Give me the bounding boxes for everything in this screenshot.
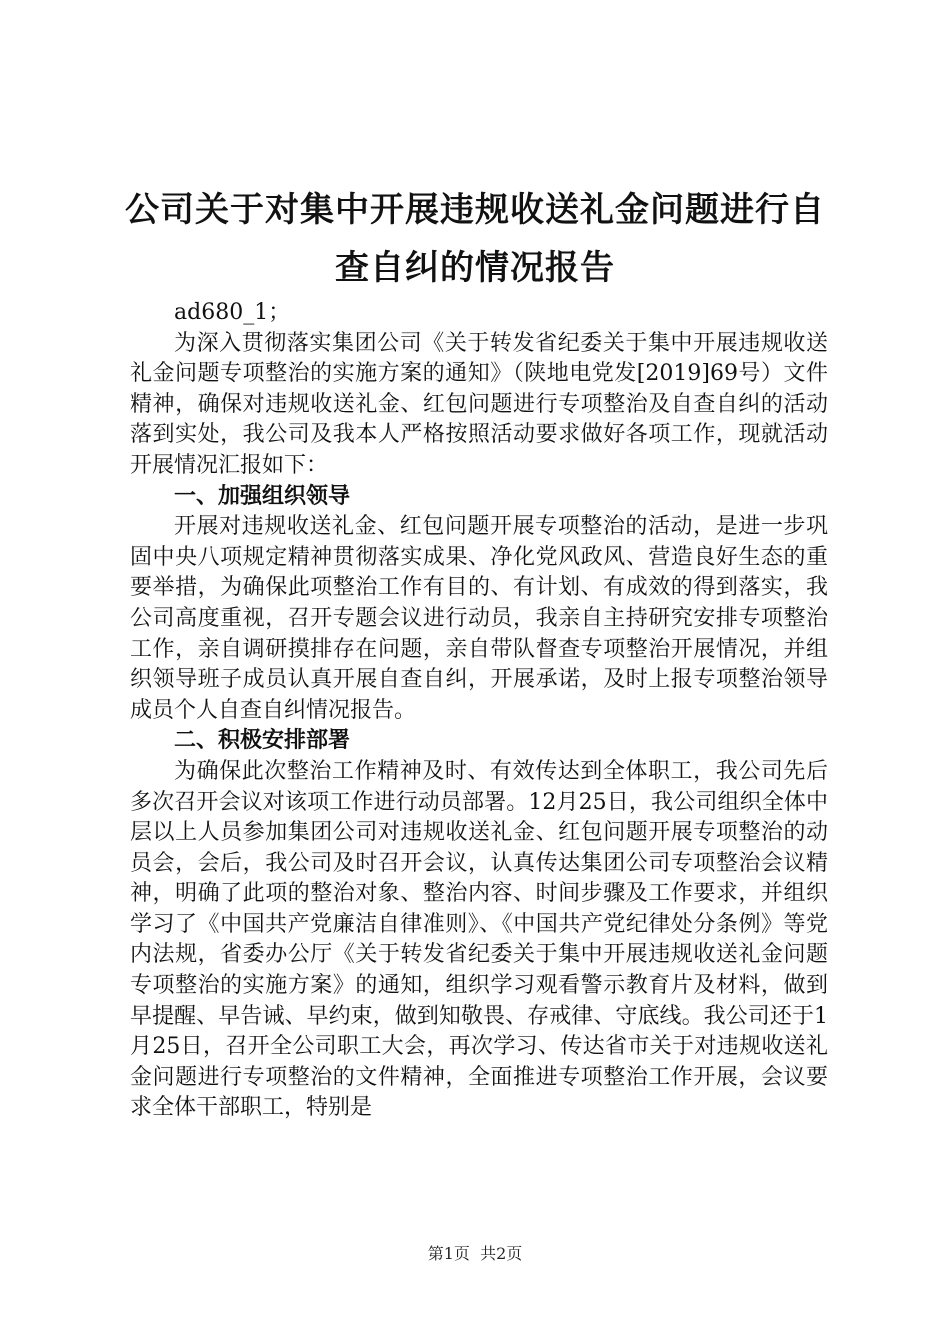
page-number: 第1页 共2页 (427, 1244, 523, 1263)
intro-paragraph: 为深入贯彻落实集团公司《关于转发省纪委关于集中开展违规收送礼金问题专项整治的实施方案的通知》（陕地电党发[2019]69号）文件精神，确保对违规收送礼金、红包问题进行专项整治及自查自纠的活动落到实处，我公司及我本人严格按照活动要求做好各项工作，现就活动开展情况汇报如下： (130, 330, 828, 478)
section-paragraph-2: 为确保此次整治工作精神及时、有效传达到全体职工，我公司先后多次召开会议对该项工作进行动员部署。12月25日，我公司组织全体中层以上人员参加集团公司对违规收送礼金、红包问题开展专项整治的动员会，会后，我公司及时召开会议，认真传达集团公司专项整治会议精神，明确了此项的整治对象、整治内容、时间步骤及工作要求，并组织学习了《中国共产党廉洁自律准则》、《中国共产党纪律处分条例》等党内法规，省委办公厅《关于转发省纪委关于集中开展违规收送礼金问题专项整治的实施方案》的通知，组织学习观看警示教育片及材料，做到早提醒、早告诫、早约束，做到知敬畏、存戒律、守底线。我公司还于1月25日，召开全公司职工大会，再次学习、传达省市关于对违规收送礼金问题进行专项整治的文件精神，全面推进专项整治工作开展，会议要求全体干部职工，特别是 (130, 758, 828, 1121)
page-footer (0, 1243, 950, 1265)
reference-code: ad680_1； (174, 300, 291, 325)
section-paragraph-1: 开展对违规收送礼金、红包问题开展专项整治的活动，是进一步巩固中央八项规定精神贯彻落实成果、净化党风政风、营造良好生态的重要举措，为确保此项整治工作有目的、有计划、有成效的得到落实，我公司高度重视，召开专题会议进行动员，我亲自主持研究安排专项整治工作，亲自调研摸排存在问题，亲自带队督查专项整治开展情况，并组织领导班子成员认真开展自查自纠，开展承诺，及时上报专项整治领导成员个人自查自纠情况报告。 (130, 514, 828, 723)
document-title-line-2: 查自纠的情况报告 (335, 248, 615, 288)
document-title-line-1: 公司关于对集中开展违规收送礼金问题进行自 (125, 190, 825, 230)
section-heading-1: 一、加强组织领导 (174, 483, 351, 509)
section-heading-2: 二、积极安排部署 (174, 728, 351, 754)
document-body (130, 298, 828, 1124)
